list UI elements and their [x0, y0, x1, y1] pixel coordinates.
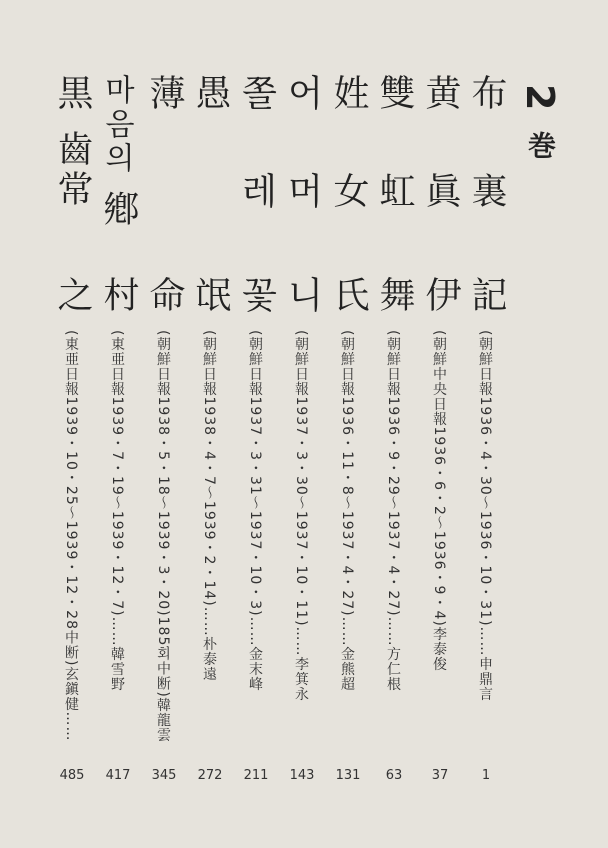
- entry-title-bot: 記: [466, 276, 507, 316]
- volume-number: 2: [518, 84, 562, 115]
- entry-title-bot: 舞: [374, 276, 415, 316]
- entry-page-number: 485: [59, 768, 85, 783]
- entry-page-number: 272: [197, 768, 223, 783]
- entry-title-mid: 女: [328, 172, 369, 212]
- entry-title-bot: 命: [144, 276, 185, 316]
- entry-title-top: 愚: [190, 74, 231, 114]
- entry-title-mid: 레: [236, 172, 277, 212]
- entry-page-number: 211: [243, 768, 269, 783]
- entry-info: (朝鮮中央日報1936・6・2〜1936・9・4)李泰俊: [431, 330, 447, 672]
- entry-title-mid: 裏: [466, 172, 507, 212]
- entry-page-number: 1: [481, 768, 491, 783]
- entry-page-number: 37: [431, 768, 449, 783]
- entry-title-top: 黒: [52, 74, 93, 114]
- entry-info: (朝鮮日報1936・4・30〜1936・10・31)……申鼎言: [477, 330, 493, 702]
- entry-page-number: 345: [151, 768, 177, 783]
- volume-kanji: 巻: [524, 131, 557, 163]
- entry-info: (東亜日報1939・7・19〜1939・12・7)……韓雪野: [109, 330, 125, 692]
- entry-title-top: 黄: [420, 74, 461, 114]
- entry-info: (東亜日報1939・10・25〜1939・12・28中断)玄鎭健……: [63, 330, 79, 742]
- entry-title-top: 布: [466, 74, 507, 114]
- entry-title-top: 마음의: [99, 74, 134, 176]
- entry-page-number: 131: [335, 768, 361, 783]
- entry-info: (朝鮮日報1937・3・30〜1937・10・11)……李箕永: [293, 330, 309, 702]
- entry-info: (朝鮮日報1938・5・18〜1939・3・20)185회中断)韓龍雲: [155, 330, 171, 743]
- entry-title-bot: 氏: [328, 276, 369, 316]
- entry-title-top: 薄: [144, 74, 185, 114]
- entry-title-bot: 꽃: [236, 276, 277, 316]
- entry-title-mid: 齒常: [52, 130, 93, 210]
- entry-title-top: 姓: [328, 74, 369, 114]
- entry-info: (朝鮮日報1936・9・29〜1937・4・27)……方仁根: [385, 330, 401, 692]
- entry-page-number: 417: [105, 768, 131, 783]
- entry-page-number: 63: [385, 768, 403, 783]
- entry-title-mid: 鄕: [98, 190, 139, 230]
- entry-info: (朝鮮日報1938・4・7〜1939・2・14)……朴泰遠: [201, 330, 217, 682]
- entry-title-bot: 氓: [190, 276, 231, 316]
- entry-title-mid: 머: [282, 172, 323, 212]
- entry-title-top: 어: [282, 74, 323, 114]
- entry-page-number: 143: [289, 768, 315, 783]
- entry-title-mid: 眞: [420, 172, 461, 212]
- entry-title-bot: 니: [282, 276, 323, 316]
- entry-info: (朝鮮日報1936・11・8〜1937・4・27)……金熊超: [339, 330, 355, 692]
- entry-title-bot: 村: [98, 276, 139, 316]
- entry-title-bot: 之: [52, 276, 93, 316]
- entry-title-top: 쫄: [236, 74, 277, 114]
- entry-info: (朝鮮日報1937・3・31〜1937・10・3)……金末峰: [247, 330, 263, 692]
- entry-title-mid: 虹: [374, 172, 415, 212]
- entry-title-top: 雙: [374, 74, 415, 114]
- entry-title-bot: 伊: [420, 276, 461, 316]
- volume-label: [518, 84, 562, 163]
